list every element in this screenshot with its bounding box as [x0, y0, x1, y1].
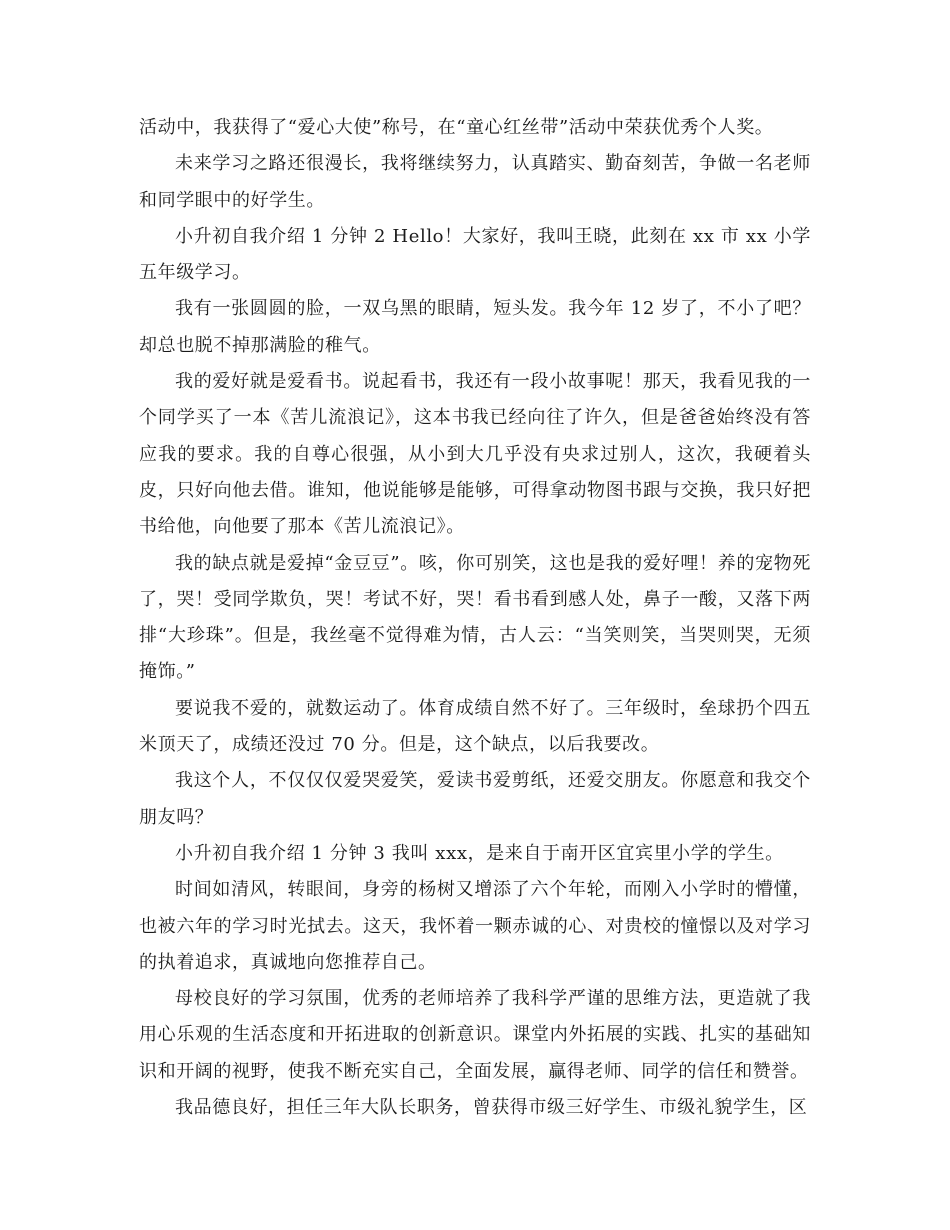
paragraph: 时间如清风，转眼间，身旁的杨树又增添了六个年轮，而刚入小学时的懵懂，也被六年的学习时光拭去。这天，我怀着一颗赤诚的心、对贵校的憧憬以及对学习的执着追求，真诚地向您推荐自己。 [139, 879, 811, 973]
paragraph: 未来学习之路还很漫长，我将继续努力，认真踏实、勤奋刻苦，争做一名老师和同学眼中的好学生。 [139, 153, 811, 211]
paragraph-section-heading: 小升初自我介绍 1 分钟 3 我叫 xxx，是来自于南开区宜宾里小学的学生。 [175, 842, 784, 864]
paragraph-continuation: 活动中，我获得了“爱心大使”称号，在“童心红丝带”活动中荣获优秀个人奖。 [139, 117, 774, 138]
paragraph: 我的缺点就是爱掉“金豆豆”。咳，你可别笑，这也是我的爱好哩！养的宠物死了，哭！受同学欺负，哭！考试不好，哭！看书看到感人处，鼻子一酸，又落下两排“大珍珠”。但是，我丝毫不觉得难为情，古人云：“当笑则笑，当哭则哭，无须掩饰。” [139, 552, 811, 683]
paragraph: 我的爱好就是爱看书。说起看书，我还有一段小故事呢！那天，我看见我的一个同学买了一本《苦儿流浪记》，这本书我已经向往了许久，但是爸爸始终没有答应我的要求。我的自尊心很强，从小到大几乎没有央求过别人，这次，我硬着头皮，只好向他去借。谁知，他说能够是能够，可得拿动物图书跟与交换，我只好把书给他，向他要了那本《苦儿流浪记》。 [139, 371, 811, 538]
paragraph-section-heading: 小升初自我介绍 1 分钟 2 Hello！大家好，我叫王晓，此刻在 xx 市 xx 小学五年级学习。 [139, 225, 811, 284]
document-body [139, 110, 811, 1126]
paragraph: 我这个人，不仅仅仅爱哭爱笑，爱读书爱剪纸，还爱交朋友。你愿意和我交个朋友吗？ [139, 770, 811, 828]
paragraph: 我有一张圆圆的脸，一双乌黑的眼睛，短头发。我今年 12 岁了，不小了吧？却总也脱不掉那满脸的稚气。 [139, 298, 811, 356]
paragraph: 要说我不爱的，就数运动了。体育成绩自然不好了。三年级时，垒球扔个四五米顶天了，成绩还没过 70 分。但是，这个缺点，以后我要改。 [139, 697, 811, 756]
paragraph: 母校良好的学习氛围，优秀的老师培养了我科学严谨的思维方法，更造就了我用心乐观的生活态度和开拓进取的创新意识。课堂内外拓展的实践、扎实的基础知识和开阔的视野，使我不断充实自己，全面发展，赢得老师、同学的信任和赞誉。 [139, 988, 811, 1082]
paragraph: 我品德良好，担任三年大队长职务，曾获得市级三好学生、市级礼貌学生，区 [175, 1097, 808, 1119]
